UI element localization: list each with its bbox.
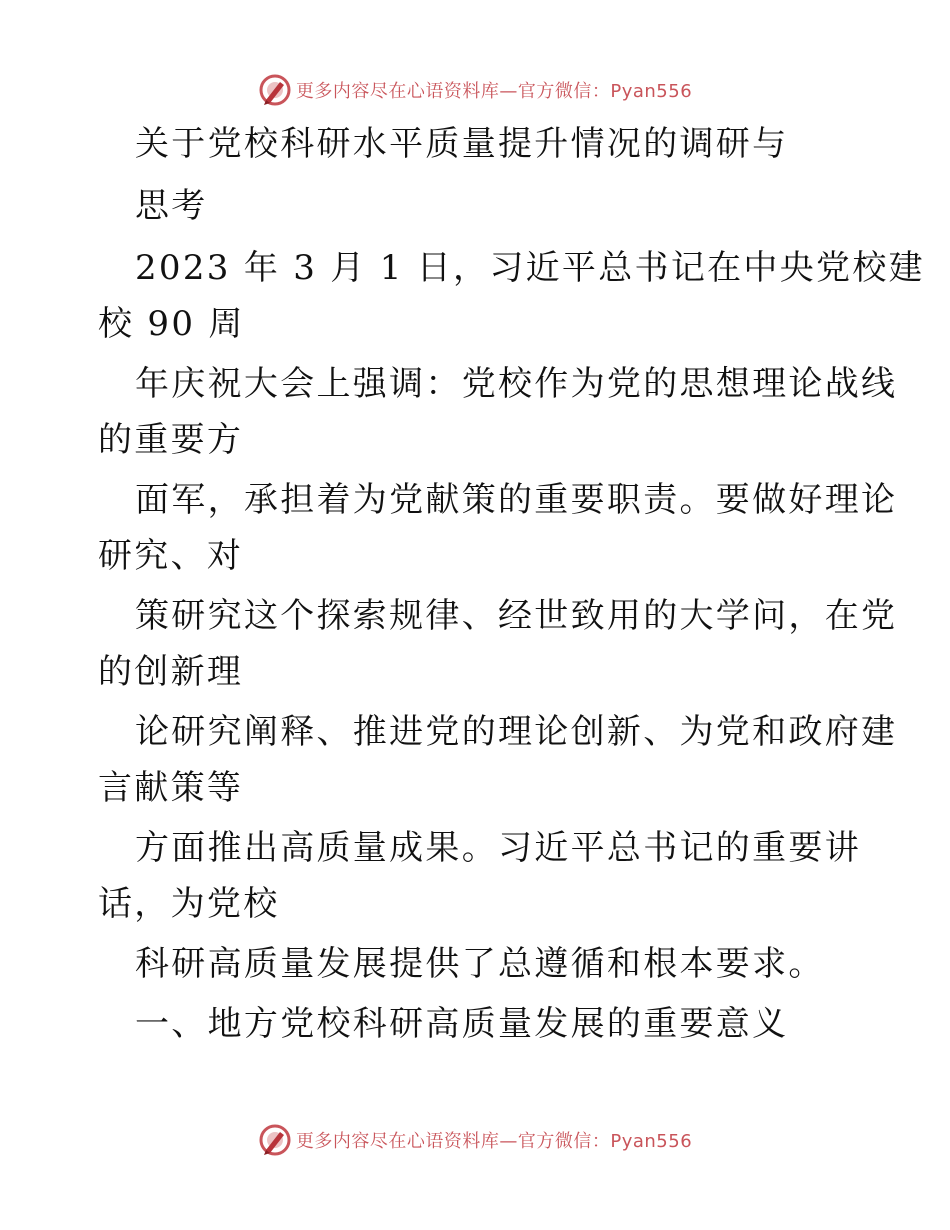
doc-line: 2023 年 3 月 1 日，习近平总书记在中央党校建 [135,248,925,288]
doc-line: 言献策等 [98,768,244,808]
doc-line: 话，为党校 [98,884,280,924]
doc-line: 策研究这个探索规律、经世致用的大学问，在党 [135,596,898,636]
doc-line: 论研究阐释、推进党的理论创新、为党和政府建 [135,712,898,752]
pen-seal-logo-icon [258,73,292,107]
doc-title-line-2: 思考 [135,186,208,226]
doc-line: 面军，承担着为党献策的重要职责。要做好理论 [135,480,898,520]
section-heading: 一、地方党校科研高质量发展的重要意义 [135,1004,789,1044]
pen-seal-logo-icon [258,1123,292,1157]
header-watermark [0,70,950,110]
doc-line: 方面推出高质量成果。习近平总书记的重要讲 [135,828,861,868]
doc-line: 科研高质量发展提供了总遵循和根本要求。 [135,944,825,984]
doc-title-line-1: 关于党校科研水平质量提升情况的调研与 [135,124,789,164]
footer-watermark-text: 更多内容尽在心语资料库—官方微信：Pyan556 [295,1131,693,1152]
doc-line: 年庆祝大会上强调：党校作为党的思想理论战线 [135,364,898,404]
doc-line: 研究、对 [98,536,244,576]
doc-line: 的重要方 [98,420,244,460]
header-watermark-text: 更多内容尽在心语资料库—官方微信：Pyan556 [295,81,693,102]
doc-line: 的创新理 [98,652,244,692]
doc-line: 校 90 周 [98,304,245,344]
footer-watermark [0,1120,950,1160]
